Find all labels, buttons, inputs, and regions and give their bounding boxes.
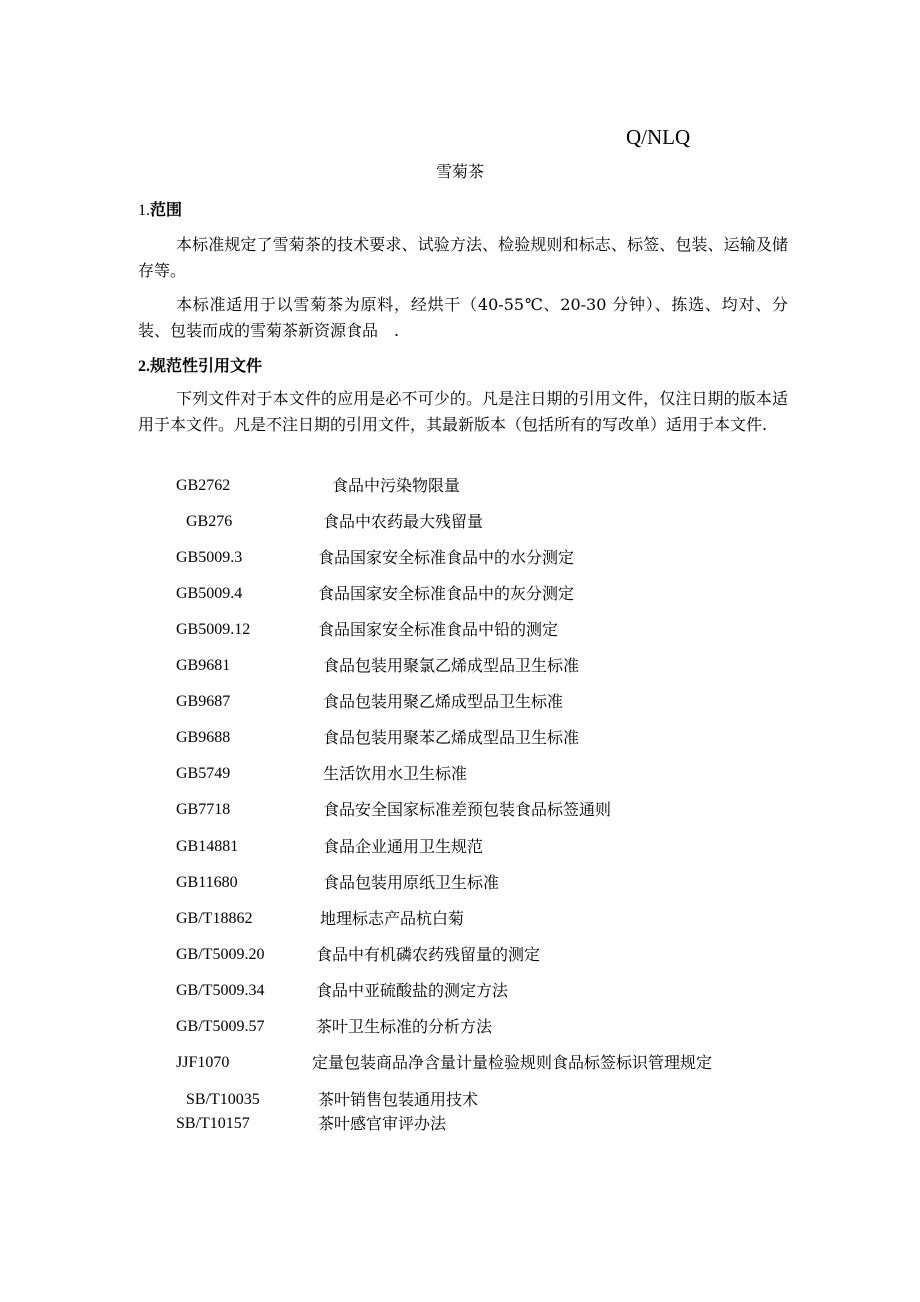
section-1-title: 范围 xyxy=(150,200,183,219)
reference-title: 食品安全国家标准差预包装食品标签通则 xyxy=(323,800,612,819)
reference-title: 茶叶销售包装通用技术 xyxy=(318,1090,479,1109)
section-2-number: 2. xyxy=(138,358,150,375)
reference-code: GB/T5009.20 xyxy=(176,946,265,963)
reference-code: GB/T18862 xyxy=(176,910,253,927)
reference-title: 生活饮用水卫生标准 xyxy=(323,764,468,783)
reference-code: GB5009.3 xyxy=(176,549,243,566)
reference-code: SB/T10035 xyxy=(186,1091,260,1108)
reference-code: SB/T10157 xyxy=(176,1115,250,1132)
reference-title: 食品国家安全标准食品中的灰分测定 xyxy=(318,584,575,603)
scope-paragraph-1: 本标准规定了雪菊茶的技术要求、试验方法、检验规则和标志、标签、包装、运输及储存等。 xyxy=(138,235,788,280)
reference-title: 食品国家安全标准食品中铅的测定 xyxy=(318,620,559,639)
reference-title: 茶叶感官审评办法 xyxy=(318,1114,447,1133)
reference-code: GB7718 xyxy=(176,801,231,818)
reference-code: GB5749 xyxy=(176,765,231,782)
reference-code: GB11680 xyxy=(176,874,238,891)
reference-title: 食品包装用聚乙烯成型品卫生标准 xyxy=(323,692,564,711)
reference-title: 食品中有机磷农药残留量的测定 xyxy=(316,945,541,964)
reference-code: JJF1070 xyxy=(176,1054,230,1071)
reference-title: 茶叶卫生标准的分析方法 xyxy=(316,1017,493,1036)
scope-paragraph-2: 本标准适用于以雪菊茶为原料，经烘干（40-55℃、20-30 分钟）、拣选、均对、分装、包装而成的雪菊茶新资源食品 . xyxy=(138,295,788,340)
reference-title: 食品国家安全标准食品中的水分测定 xyxy=(318,548,575,567)
standard-code: Q/NLQ xyxy=(626,125,691,149)
reference-title: 食品包装用原纸卫生标准 xyxy=(323,873,500,892)
reference-code: GB14881 xyxy=(176,838,239,855)
reference-title: 食品包装用聚苯乙烯成型品卫生标准 xyxy=(323,728,580,747)
reference-title: 定量包装商品净含量计量检验规则食品标签标识管理规定 xyxy=(312,1053,713,1072)
reference-code: GB276 xyxy=(186,513,233,530)
reference-title: 地理标志产品杭白菊 xyxy=(320,909,465,928)
reference-code: GB9688 xyxy=(176,729,231,746)
reference-title: 食品中亚硫酸盐的测定方法 xyxy=(316,981,509,1000)
reference-title: 食品中农药最大残留量 xyxy=(323,512,484,531)
reference-code: GB/T5009.34 xyxy=(176,982,265,999)
reference-code: GB9681 xyxy=(176,657,231,674)
document-title: 雪菊茶 xyxy=(435,162,484,181)
reference-title: 食品包装用聚氯乙烯成型品卫生标准 xyxy=(323,656,580,675)
reference-code: GB/T5009.57 xyxy=(176,1018,265,1035)
reference-title: 食品中污染物限量 xyxy=(332,476,461,495)
section-1-number: 1. xyxy=(138,202,150,219)
reference-code: GB2762 xyxy=(176,477,231,494)
reference-title: 食品企业通用卫生规范 xyxy=(323,837,484,856)
reference-code: GB9687 xyxy=(176,693,231,710)
section-2-title: 规范性引用文件 xyxy=(150,356,263,375)
references-intro: 下列文件对于本文件的应用是必不可少的。凡是注日期的引用文件，仅注日期的版本适用于本文件。凡是不注日期的引用文件，其最新版本（包括所有的写改单）适用于本文件. xyxy=(138,389,788,434)
reference-code: GB5009.12 xyxy=(176,621,251,638)
reference-code: GB5009.4 xyxy=(176,585,243,602)
